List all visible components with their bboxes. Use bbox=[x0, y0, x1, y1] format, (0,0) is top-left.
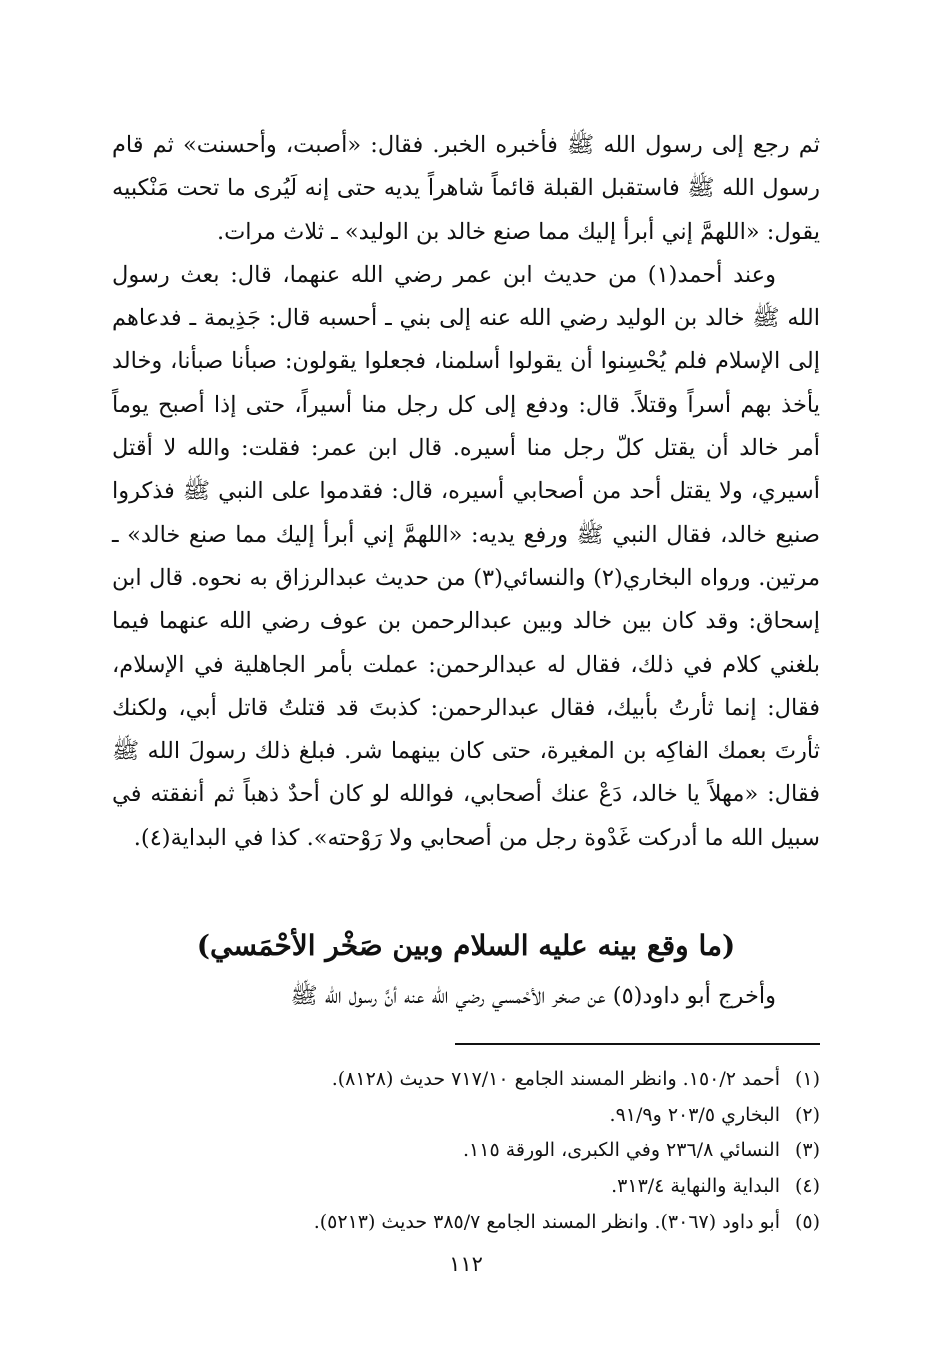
footnote-text: أحمد ١٥٠/٢. وانظر المسند الجامع ٧١٧/١٠ حديث (٨١٢٨). bbox=[331, 1068, 780, 1090]
footnote-item bbox=[112, 1169, 820, 1205]
footnote-item bbox=[112, 1133, 820, 1169]
footnote-text: البداية والنهاية ٣١٣/٤. bbox=[611, 1175, 780, 1198]
footnote-text: البخاري ٢٠٣/٥ و٩١/٩. bbox=[609, 1103, 780, 1126]
body-text bbox=[112, 124, 820, 860]
footnotes-list bbox=[112, 1062, 820, 1241]
footnote-number: (٤) bbox=[794, 1175, 820, 1198]
footnote-number: (١) bbox=[794, 1068, 820, 1090]
footnote-item bbox=[112, 1062, 820, 1098]
footnote-number: (٥) bbox=[794, 1210, 820, 1233]
paragraph-3: وأخرج أبو داود(٥) عن صخر الأحْمسي رضي الله عنه أنَّ رسول الله ﷺ bbox=[290, 983, 776, 1009]
footnote-number: (٣) bbox=[794, 1139, 820, 1162]
paragraph-1: ثم رجع إلى رسول الله ﷺ فأخبره الخبر. فقال: «أصبت، وأحسنت» ثم قام رسول الله ﷺ فاستقبل القبلة قائماً شاهراً يديه حتى إنه لَيُرى ما تحت مَنْكبيه يقول: «اللهمَّ إني أبرأ إليك مما صنع خالد بن الوليد» ـ ثلاث مرات. bbox=[112, 132, 820, 245]
footnote-text: النسائي ٢٣٦/٨ وفي الكبرى، الورقة ١١٥. bbox=[463, 1139, 780, 1162]
footnote-number: (٢) bbox=[794, 1103, 820, 1126]
footnote-divider bbox=[455, 1043, 820, 1045]
section-heading: (ما وقع بينه عليه السلام وبين صَخْر الأحْمَسي) bbox=[196, 929, 736, 962]
footnote-text: أبو داود (٣٠٦٧). وانظر المسند الجامع ٣٨٥/٧ حديث (٥٢١٣). bbox=[313, 1210, 780, 1233]
paragraph-2: وعند أحمد(١) من حديث ابن عمر رضي الله عنهما، قال: بعث رسول الله ﷺ خالد بن الوليد رضي الله عنه إلى بني ـ أحسبه قال: جَذِيمة ـ فدعاهم إلى الإسلام فلم يُحْسِنوا أن يقولوا أسلمنا، فجعلوا يقولون: صبأنا صبأنا، وخالد يأخذ بهم أسراً وقتلاً. قال: ودفع إلى كل رجل منا أسيراً، حتى إذا أصبح يوماً أمر خالد أن يقتل كلّ رجل منا أسيره. قال ابن عمر: فقلت: والله لا أقتل أسيري، ولا يقتل أحد من أصحابي أسيره، قال: فقدموا على النبي ﷺ فذكروا صنيع خالد، فقال النبي ﷺ ورفع يديه: «اللهمَّ إني أبرأ إليك مما صنع خالد» ـ مرتين. ورواه البخاري(٢) والنسائي(٣) من حديث عبدالرزاق به نحوه. قال ابن إسحاق: وقد كان بين خالد وبين عبدالرحمن بن عوف رضي الله عنهما فيما بلغني كلام في ذلك، فقال له عبدالرحمن: عملت بأمر الجاهلية في الإسلام، فقال: إنما ثأرتُ بأبيك، فقال عبدالرحمن: كذبتَ قد قتلتُ قاتل أبي، ولكنك ثأرتَ بعمك الفاكِه بن المغيرة، حتى كان بينهما شر. فبلغ ذلك رسولَ الله ﷺ فقال: «مهلاً يا خالد، دَعْ عنك أصحابي، فوالله لو كان أحدٌ ذهباً ثم أنفقته في سبيل الله ما أدركت غَدْوة رجل من أصحابي ولا رَوْحته». كذا في البداية(٤). bbox=[112, 261, 820, 851]
footnote-item bbox=[112, 1098, 820, 1134]
page-number: ١١٢ bbox=[449, 1252, 483, 1276]
footnote-item bbox=[112, 1205, 820, 1241]
